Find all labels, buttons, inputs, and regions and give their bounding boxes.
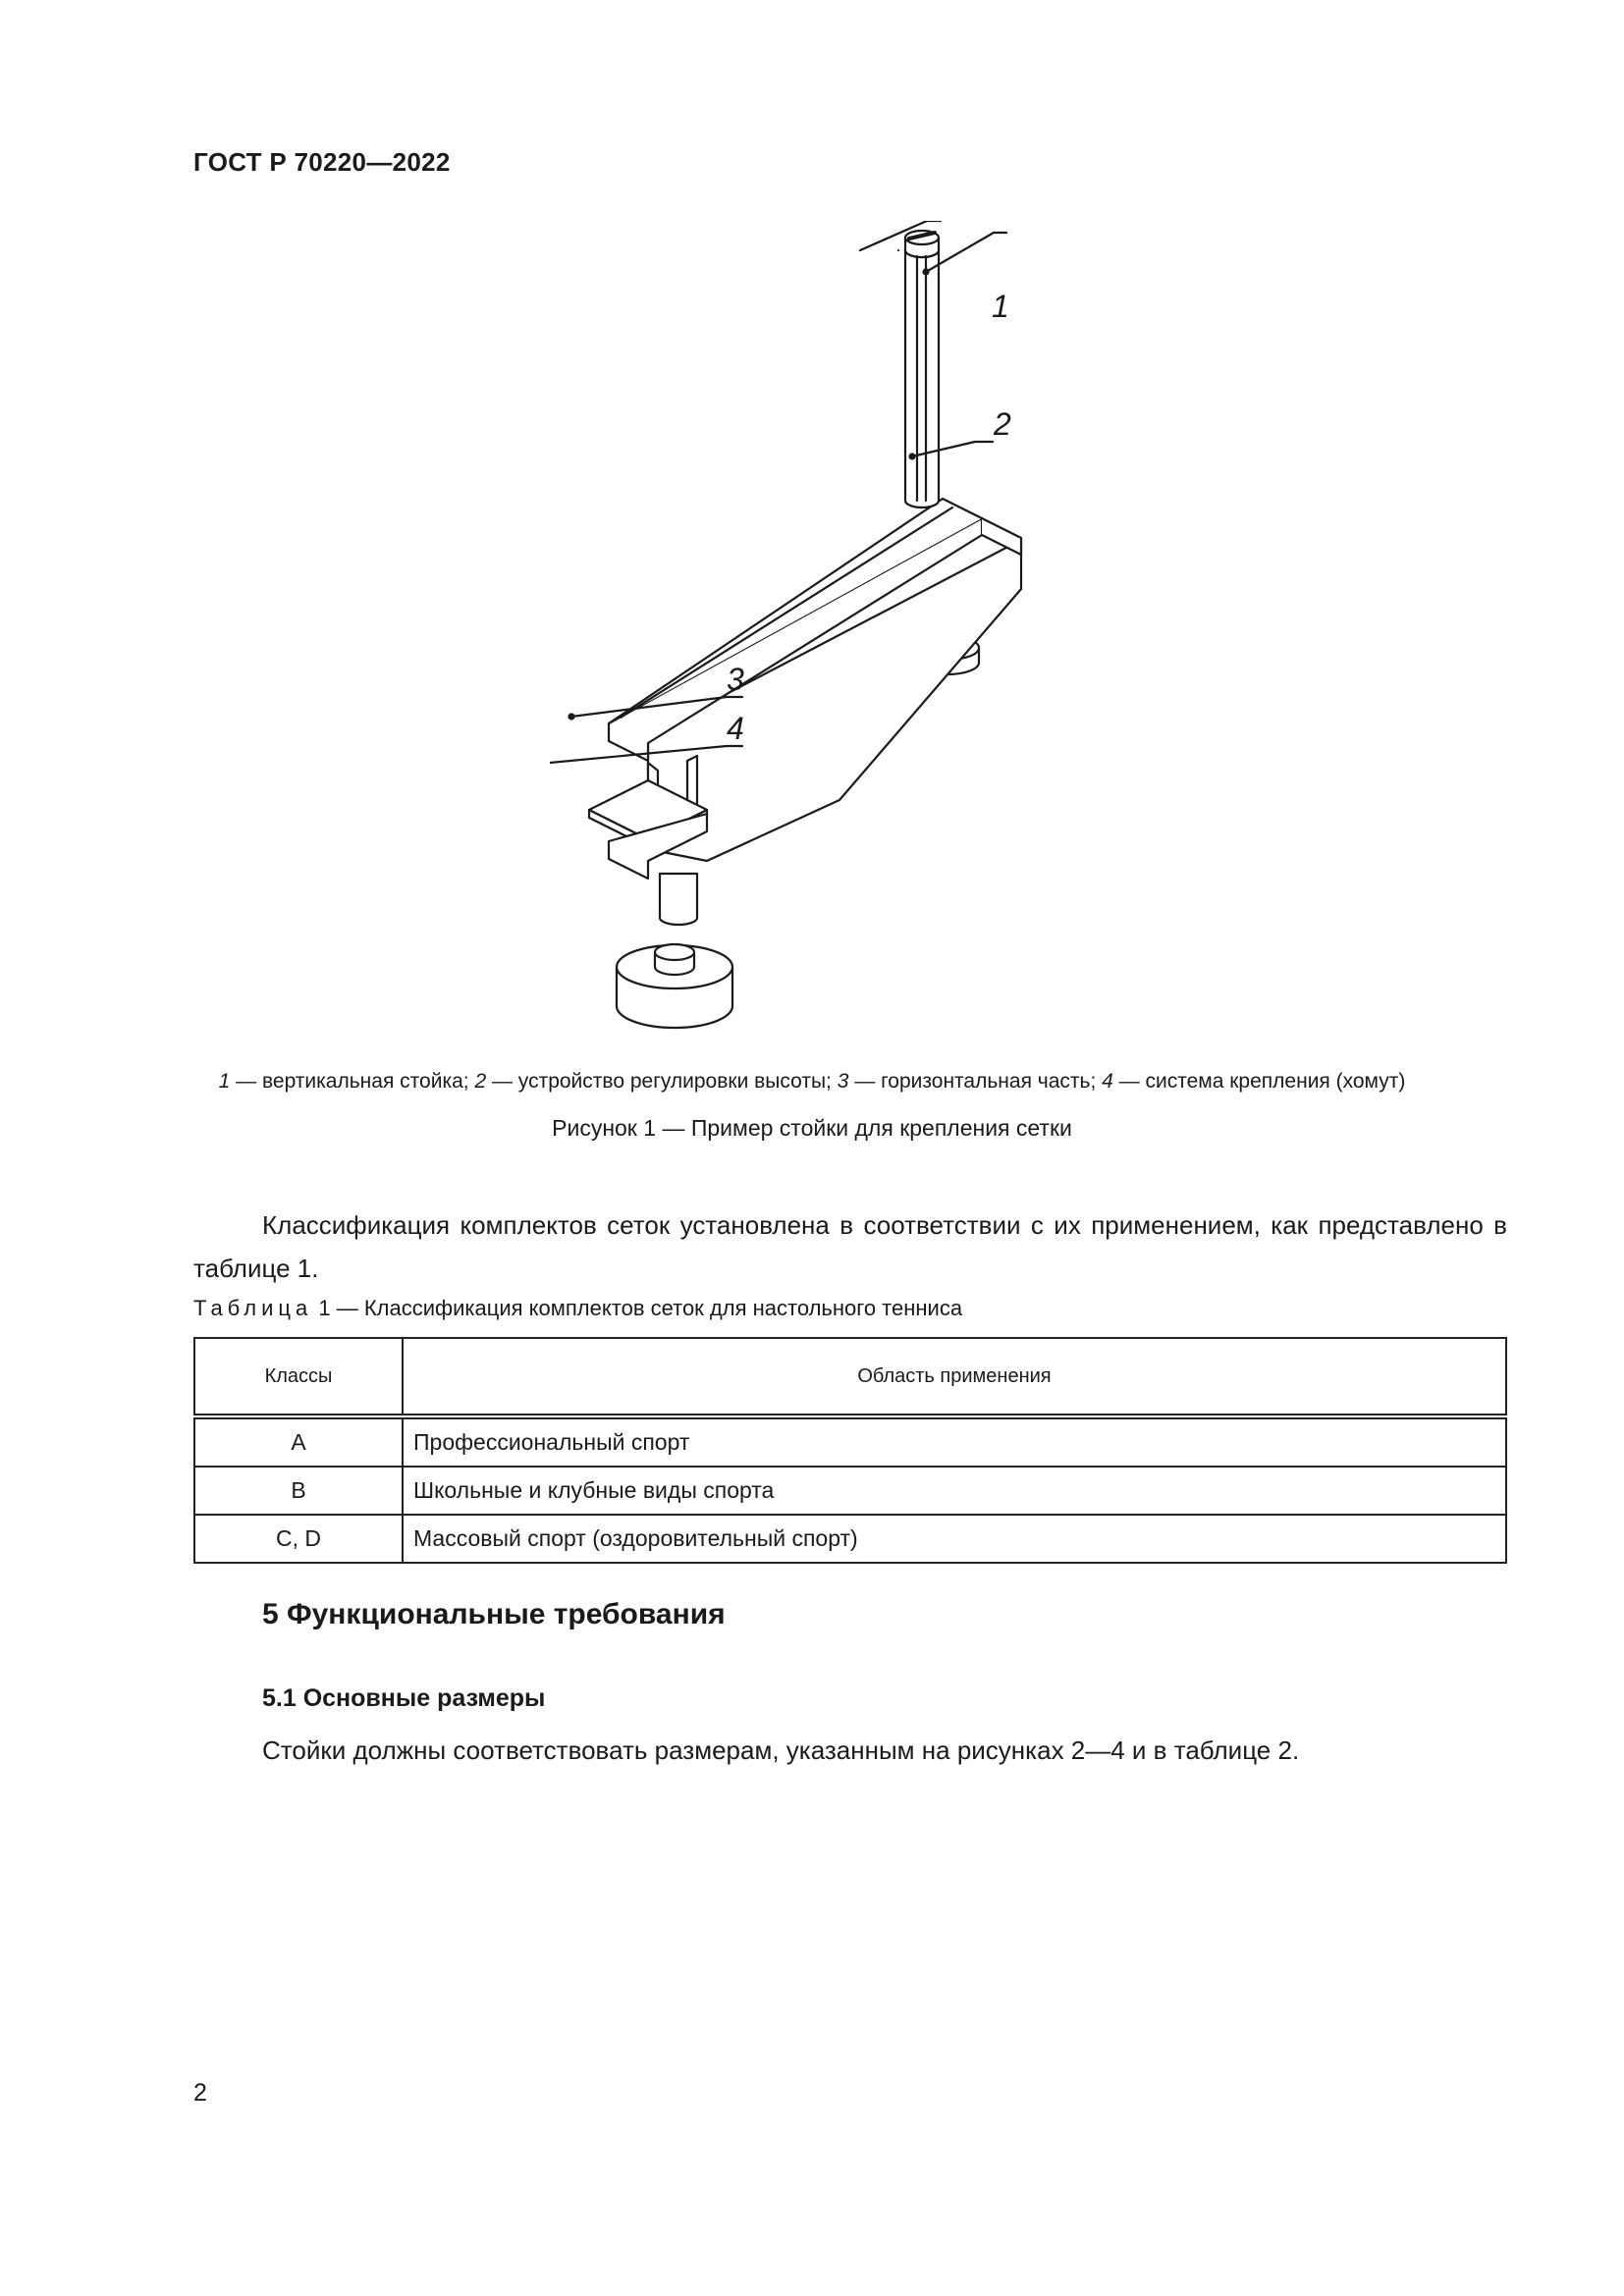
- callout-3: 3: [727, 662, 744, 697]
- section-5-heading: 5 Функциональные требования: [262, 1598, 726, 1630]
- page-number: 2: [193, 2079, 207, 2107]
- net-post-drawing: [550, 221, 1139, 1045]
- figure-caption: Рисунок 1 — Пример стойки для крепления сетки: [552, 1115, 1072, 1141]
- callout-4: 4: [727, 711, 744, 746]
- callout-2: 2: [994, 406, 1011, 442]
- table-1-title: Таблица 1 — Классификация комплектов сеток для настольного тенниса: [193, 1296, 963, 1320]
- table-row: [194, 1416, 1506, 1467]
- classification-paragraph: Классификация комплектов сеток установлена в соответствии с их применением, как представлено в таблице 1.: [193, 1210, 1507, 1283]
- application-cell: Профессиональный спорт: [403, 1416, 1506, 1467]
- class-cell: C, D: [194, 1515, 403, 1563]
- classification-table: [193, 1337, 1507, 1564]
- application-cell: Школьные и клубные виды спорта: [403, 1467, 1506, 1515]
- document-code: ГОСТ Р 70220—2022: [193, 147, 451, 177]
- table-row: [194, 1467, 1506, 1515]
- callout-1: 1: [992, 289, 1009, 324]
- section-5-1-heading: 5.1 Основные размеры: [262, 1684, 546, 1712]
- figure-legend: 1 — вертикальная стойка; 2 — устройство регулировки высоты; 3 — горизонтальная часть; 4 — система крепления (хомут): [218, 1070, 1406, 1093]
- section-5-1-text: Стойки должны соответствовать размерам, указанным на рисунках 2—4 и в таблице 2.: [262, 1735, 1300, 1765]
- header-classes: Классы: [194, 1338, 403, 1416]
- vertical-post: [905, 250, 939, 507]
- class-cell: B: [194, 1467, 403, 1515]
- application-cell: Массовый спорт (оздоровительный спорт): [403, 1515, 1506, 1563]
- table-header-row: [194, 1338, 1506, 1416]
- figure-1-net-post: [550, 221, 1139, 1045]
- table-row: [194, 1515, 1506, 1563]
- class-cell: A: [194, 1416, 403, 1467]
- header-application-area: Область применения: [403, 1338, 1506, 1416]
- clamp-screw: [660, 874, 697, 925]
